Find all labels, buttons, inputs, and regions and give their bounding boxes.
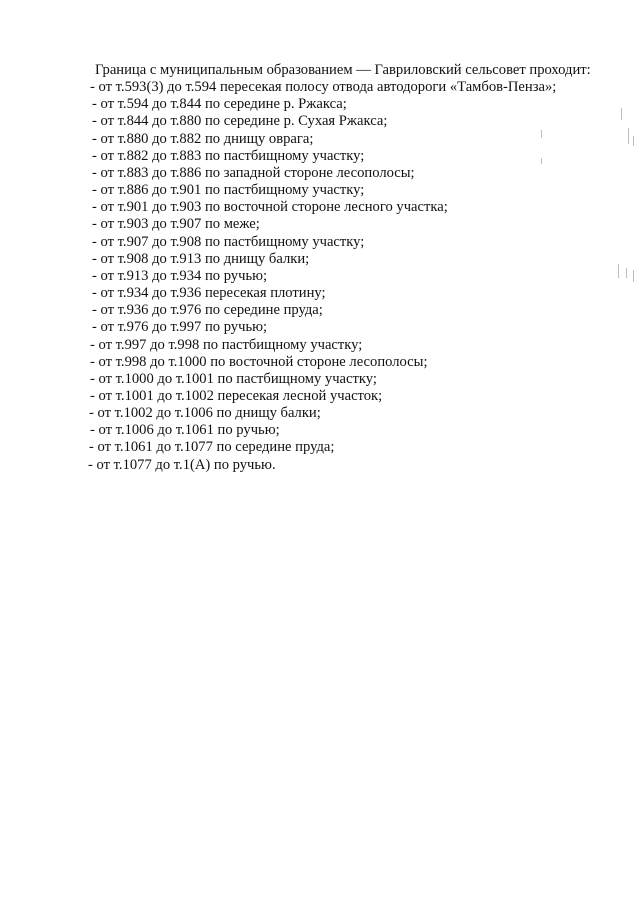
- list-item: - от т.1077 до т.1(А) по ручью.: [88, 456, 276, 473]
- scan-artifact: [626, 268, 627, 278]
- list-item: - от т.913 до т.934 по ручью;: [92, 267, 268, 284]
- list-item: - от т.998 до т.1000 по восточной стороне лесополосы;: [90, 353, 428, 370]
- list-item: - от т.1000 до т.1001 по пастбищному участку;: [90, 370, 377, 387]
- list-item: - от т.901 до т.903 по восточной стороне лесного участка;: [92, 199, 448, 216]
- scan-artifact: [633, 270, 634, 282]
- scan-artifact: [621, 108, 622, 120]
- scan-artifact: [628, 128, 629, 144]
- list-item: - от т.997 до т.998 по пастбищному участку;: [90, 336, 363, 353]
- list-item: - от т.903 до т.907 по меже;: [92, 216, 260, 233]
- document-body: [88, 62, 628, 474]
- list-item: - от т.882 до т.883 по пастбищному участку;: [92, 147, 365, 164]
- list-item: - от т.1006 до т.1061 по ручью;: [90, 422, 280, 439]
- list-item: - от т.886 до т.901 по пастбищному участку;: [92, 182, 365, 199]
- list-item: - от т.883 до т.886 по западной стороне лесополосы;: [92, 164, 415, 181]
- list-item: - от т.1061 до т.1077 по середине пруда;: [89, 439, 335, 456]
- list-item: - от т.1001 до т.1002 пересекая лесной участок;: [90, 387, 383, 404]
- scan-artifact: [541, 158, 542, 164]
- list-item: - от т.936 до т.976 по середине пруда;: [92, 302, 323, 319]
- list-item: - от т.594 до т.844 по середине р. Ржакса;: [92, 96, 347, 113]
- document-heading: Граница с муниципальным образованием — Гавриловский сельсовет проходит:: [95, 62, 591, 78]
- scan-artifact: [633, 136, 634, 146]
- list-item: - от т.1002 до т.1006 по днищу балки;: [89, 405, 321, 422]
- scan-artifact: [541, 130, 542, 138]
- list-item: - от т.880 до т.882 по днищу оврага;: [92, 130, 314, 147]
- scan-artifact: [618, 264, 619, 278]
- list-item: - от т.907 до т.908 по пастбищному участку;: [92, 233, 365, 250]
- list-item: - от т.593(3) до т.594 пересекая полосу отвода автодороги «Тамбов-Пенза»;: [90, 79, 557, 96]
- list-item: - от т.934 до т.936 пересекая плотину;: [92, 285, 326, 302]
- list-item: - от т.908 до т.913 по днищу балки;: [92, 250, 310, 267]
- list-item: - от т.844 до т.880 по середине р. Сухая Ржакса;: [92, 113, 388, 130]
- list-item: - от т.976 до т.997 по ручью;: [92, 319, 268, 336]
